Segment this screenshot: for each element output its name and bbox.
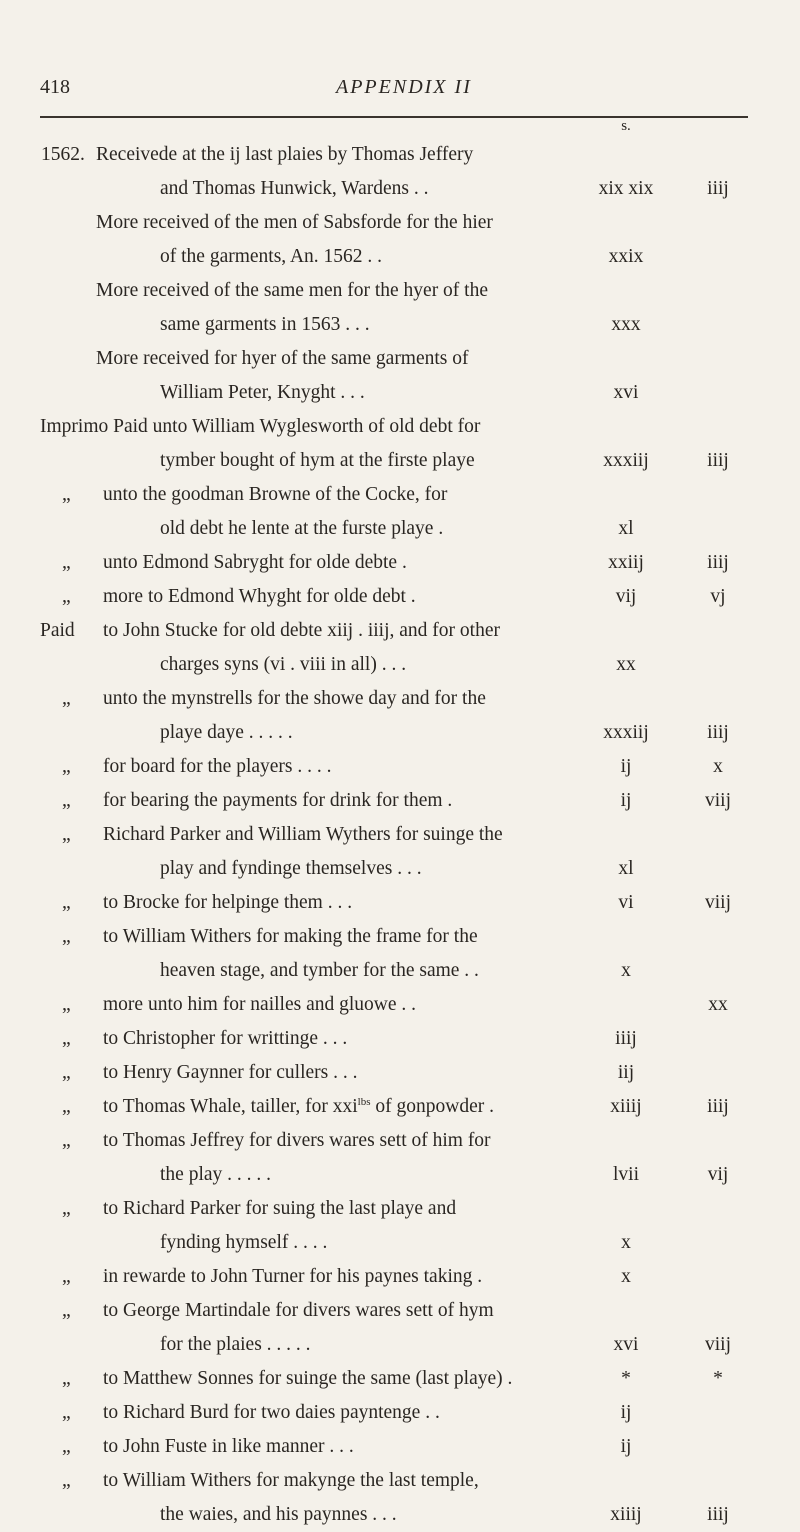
pence-amount: iiij [707,1504,729,1525]
ledger-line [0,478,800,512]
entry-text-main: same garments in 1563 . . . [160,314,370,335]
ledger-line [0,886,800,920]
entry-text-main: unto the goodman Browne of the Cocke, for [103,484,448,505]
ditto-mark: „ [62,1198,71,1219]
ledger-line [0,1362,800,1396]
shillings-amount: * [621,1368,631,1389]
entry-text [96,138,473,172]
entry-text-main: More received of the same men for the hyer of the [96,280,488,301]
entry-text-main: old debt he lente at the furste playe . [160,518,444,539]
ledger-line [0,1396,800,1430]
shillings-amount: iiij [615,1028,637,1049]
ledger-line [0,1192,800,1226]
entry-text [40,410,480,444]
shillings-amount: vij [615,586,637,607]
ledger-line [0,1464,800,1498]
shillings-amount: xiiij [610,1096,642,1117]
ditto-mark: „ [62,586,71,607]
entry-text-main: to William Withers for makynge the last temple, [103,1470,479,1491]
entry-text-main: to John Fuste in like manner . . . [103,1436,354,1457]
entry-text-main: to Thomas Jeffrey for divers wares sett of him for [103,1130,491,1151]
ledger-line [0,1430,800,1464]
entry-text [103,1362,512,1396]
pence-amount: * [713,1368,723,1389]
entry-text [103,1192,456,1226]
ledger-line [0,682,800,716]
entry-text-main: to Richard Parker for suing the last playe and [103,1198,457,1219]
pence-amount: vj [710,586,726,607]
entry-text-main: fynding hymself . . . . [160,1232,328,1253]
account-ledger [0,138,800,1532]
entry-text [160,240,382,274]
entry-text [160,308,370,342]
ledger-line [0,1328,800,1362]
ledger-line [0,920,800,954]
entry-text-main: to George Martindale for divers wares sett of hym [103,1300,494,1321]
ledger-line [0,376,800,410]
entry-text-main: More received of the men of Sabsforde for the hier [96,212,493,233]
entry-text-main: play and fyndinge themselves . . . [160,858,422,879]
entry-text-continued: of gonpowder . [370,1096,494,1117]
shillings-amount: ij [620,1436,632,1457]
ledger-line [0,512,800,546]
ditto-mark: „ [62,1402,71,1423]
ledger-line [0,614,800,648]
ditto-mark: „ [62,1096,71,1117]
entry-text-main: playe daye . . . . . [160,722,293,743]
entry-text [103,682,486,716]
entry-text [103,784,452,818]
ledger-line [0,274,800,308]
ditto-mark: „ [62,790,71,811]
ditto-mark: „ [62,1028,71,1049]
shillings-amount: xxix [608,246,644,267]
shillings-amount: xxx [611,314,641,335]
ditto-mark: „ [62,1436,71,1457]
entry-text-main: in rewarde to John Turner for his paynes taking . [103,1266,483,1287]
ledger-line [0,1056,800,1090]
entry-text [160,1226,327,1260]
entry-text-main: to William Withers for making the frame for the [103,926,478,947]
shillings-amount: xvi [613,1334,639,1355]
entry-text-main: for board for the players . . . . [103,756,332,777]
ditto-mark: „ [62,994,71,1015]
pence-amount: vij [707,1164,729,1185]
ditto-mark: „ [62,1062,71,1083]
shillings-amount: xxxiij [603,450,649,471]
ledger-line [0,1498,800,1532]
ledger-line [0,546,800,580]
entry-text [103,750,332,784]
entry-text-main: to John Stucke for old debte xiij . iiij, and for other [103,620,500,641]
paid-label: Paid [40,620,75,641]
shillings-amount: vi [618,892,634,913]
shillings-amount: x [621,1266,631,1287]
ledger-line [0,1158,800,1192]
ditto-mark: „ [62,1130,71,1151]
running-title: APPENDIX II [336,76,472,98]
ledger-line [0,954,800,988]
entry-text [103,1464,479,1498]
entry-text-main: More received for hyer of the same garments of [96,348,469,369]
entry-text [103,546,407,580]
entry-text-main: and Thomas Hunwick, Wardens . . [160,178,429,199]
ledger-line [0,206,800,240]
entry-text [103,818,503,852]
ledger-line [0,138,800,172]
ledger-line [0,580,800,614]
ledger-line [0,716,800,750]
pence-amount: iiij [707,1096,729,1117]
entry-text [103,1056,358,1090]
shillings-amount: x [621,960,631,981]
entry-text [160,1158,271,1192]
entry-text-main: of the garments, An. 1562 . . [160,246,383,267]
entry-text-main: tymber bought of hym at the firste playe [160,450,475,471]
shillings-amount: lvii [612,1164,639,1185]
ledger-line [0,1226,800,1260]
entry-text-main: heaven stage, and tymber for the same . . [160,960,479,981]
ledger-line [0,240,800,274]
ditto-mark: „ [62,892,71,913]
shillings-amount: iij [617,1062,635,1083]
ditto-mark: „ [62,1266,71,1287]
entry-text [103,478,447,512]
entry-text-main: unto the mynstrells for the showe day and for the [103,688,486,709]
shillings-amount: xxxiij [603,722,649,743]
entry-text-main: to Richard Burd for two daies payntenge . . [103,1402,440,1423]
entry-text-main: unto Edmond Sabryght for olde debte . [103,552,407,573]
entry-text-main: to Christopher for writtinge . . . [103,1028,348,1049]
entry-text-main: Richard Parker and William Wythers for suinge the [103,824,503,845]
entry-text [103,988,416,1022]
entry-text [103,580,416,614]
entry-text [103,920,478,954]
pence-amount: viij [704,790,731,811]
shillings-amount: xl [618,858,634,879]
shillings-amount: xx [616,654,636,675]
entry-text-main: Receivede at the ij last plaies by Thomas Jeffery [96,144,474,165]
ditto-mark: „ [62,552,71,573]
entry-text [103,1396,440,1430]
entry-text-main: Imprimo Paid unto William Wyglesworth of old debt for [40,416,481,437]
entry-text-main: more to Edmond Whyght for olde debt . [103,586,416,607]
pence-amount: iiij [707,722,729,743]
ledger-line [0,444,800,478]
entry-text-main: William Peter, Knyght . . . [160,382,365,403]
entry-text-main: more unto him for nailles and gluowe . . [103,994,417,1015]
entry-text [103,1430,354,1464]
ditto-mark: „ [62,824,71,845]
pence-amount: xx [708,994,728,1015]
entry-text [160,1328,311,1362]
pence-amount: x [713,756,723,777]
ditto-mark: „ [62,926,71,947]
entry-text [103,1022,347,1056]
entry-text [160,716,293,750]
ledger-line [0,988,800,1022]
pence-amount: iiij [707,178,729,199]
entry-text-main: to Brocke for helpinge them . . . [103,892,353,913]
entry-text [103,1260,482,1294]
entry-text [160,954,479,988]
ledger-line [0,750,800,784]
entry-text [160,852,422,886]
ditto-mark: „ [62,688,71,709]
ledger-line [0,852,800,886]
shillings-amount: ij [620,790,632,811]
entry-text [160,444,475,478]
shillings-amount: x [621,1232,631,1253]
entry-text [103,1090,494,1124]
entry-text [96,274,488,308]
entry-text-main: charges syns (vi . viii in all) . . . [160,654,407,675]
entry-text [160,512,443,546]
entry-text [160,376,365,410]
ledger-line [0,648,800,682]
ledger-line [0,1090,800,1124]
entry-text [96,342,469,376]
ledger-line [0,410,800,444]
ditto-mark: „ [62,1300,71,1321]
entry-text [103,614,500,648]
ledger-line [0,1124,800,1158]
shillings-column-heading: s. [621,118,631,134]
ledger-line [0,818,800,852]
entry-text [103,1124,491,1158]
pence-amount: iiij [707,450,729,471]
entry-text [96,206,493,240]
ledger-line [0,1294,800,1328]
ledger-line [0,172,800,206]
ledger-line [0,1022,800,1056]
pence-amount: viij [704,1334,731,1355]
shillings-amount: xxiij [608,552,644,573]
ledger-line [0,342,800,376]
entry-text-main: the play . . . . . [160,1164,272,1185]
ditto-mark: „ [62,756,71,777]
shillings-amount: ij [620,1402,632,1423]
ledger-line [0,1260,800,1294]
ledger-line [0,308,800,342]
pence-amount: iiij [707,552,729,573]
shillings-amount: xiiij [610,1504,642,1525]
pence-amount: viij [704,892,731,913]
ditto-mark: „ [62,1470,71,1491]
ditto-mark: „ [62,1368,71,1389]
entry-text [160,1498,397,1532]
shillings-amount: ij [620,756,632,777]
entry-text [103,1294,494,1328]
entry-text-main: the waies, and his paynnes . . . [160,1504,397,1525]
entry-text-main: for the plaies . . . . . [160,1334,311,1355]
entry-text-main: to Henry Gaynner for cullers . . . [103,1062,358,1083]
entry-text-main: for bearing the payments for drink for them . [103,790,453,811]
superscript-unit: lbs [357,1096,371,1108]
page-number: 418 [40,76,70,98]
entry-text [160,172,429,206]
shillings-amount: xl [618,518,634,539]
ditto-mark: „ [62,484,71,505]
entry-text [160,648,406,682]
entry-text [103,886,352,920]
entry-year: 1562. [41,144,85,165]
shillings-amount: xix xix [598,178,654,199]
ledger-line [0,784,800,818]
entry-text-main: to Matthew Sonnes for suinge the same (last playe) . [103,1368,513,1389]
shillings-amount: xvi [613,382,639,403]
entry-text-main: to Thomas Whale, tailler, for xxi [103,1096,358,1117]
